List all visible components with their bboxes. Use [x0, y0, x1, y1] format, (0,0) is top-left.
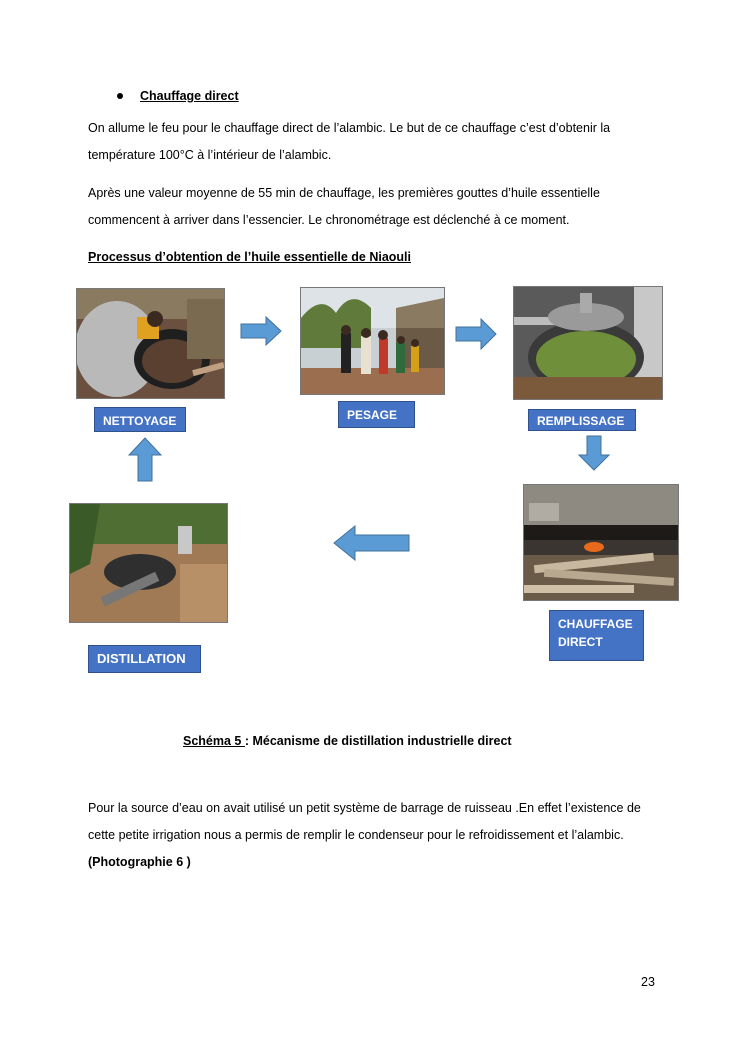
- paragraph-water-source: [88, 795, 668, 876]
- photo-nettoyage: [76, 288, 225, 399]
- arrow-down-icon: [578, 435, 610, 471]
- bullet-icon: [117, 93, 123, 99]
- section-heading-text: Chauffage direct: [140, 89, 239, 103]
- step-chauffage-direct: [549, 610, 644, 661]
- page-number: 23: [641, 975, 655, 989]
- section-heading: [117, 89, 239, 103]
- step-distillation: DISTILLATION: [88, 645, 201, 673]
- photo-remplissage: [513, 286, 663, 400]
- photo-pesage: [300, 287, 445, 395]
- caption-label: Schéma 5: [183, 734, 245, 748]
- arrow-left-icon: [333, 525, 410, 561]
- step-chauffage-line2: DIRECT: [558, 635, 603, 649]
- step-chauffage-line1: CHAUFFAGE: [558, 617, 633, 631]
- caption-text: : Mécanisme de distillation industrielle direct: [244, 734, 512, 748]
- paragraph-heating: On allume le feu pour le chauffage direct de l’alambic. Le but de ce chauffage c’est d’obtenir la température 100°C à l’intérieur de l’alambic.: [88, 121, 611, 162]
- figure-caption: [183, 734, 512, 748]
- step-remplissage: REMPLISSAGE: [528, 409, 636, 431]
- process-title: Processus d’obtention de l’huile essentielle de Niaouli: [88, 250, 411, 264]
- step-nettoyage: NETTOYAGE: [94, 407, 186, 432]
- step-pesage: PESAGE: [338, 401, 415, 428]
- photo-distillation: [69, 503, 228, 623]
- paragraph-timing: Après une valeur moyenne de 55 min de chauffage, les premières gouttes d’huile essentielle commencent à arriver dans l’essencier. Le chronométrage est déclenché à ce moment.: [88, 186, 600, 227]
- photo-chauffage-direct: [523, 484, 679, 601]
- photo-reference: (Photographie 6 ): [88, 855, 191, 869]
- arrow-right-icon-2: [455, 318, 497, 350]
- arrow-up-icon: [128, 437, 162, 482]
- arrow-right-icon: [240, 316, 282, 346]
- paragraph-water-source-text: Pour la source d’eau on avait utilisé un petit système de barrage de ruisseau .En effet l’existence de cette petite irrigation nous a permis de remplir le condenseur pour le refroidissement et l’alambic.: [88, 801, 641, 842]
